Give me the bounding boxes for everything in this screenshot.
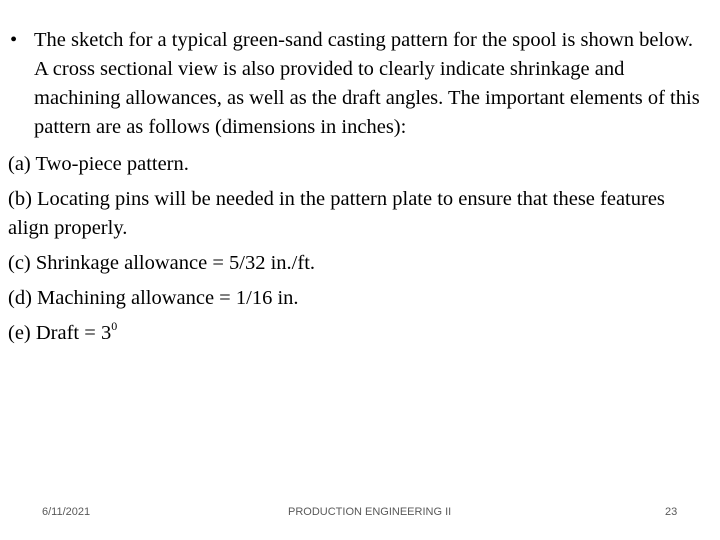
slide-content	[8, 26, 708, 354]
draft-superscript: 0	[111, 319, 118, 334]
item-b: (b) Locating pins will be needed in the pattern plate to ensure that these features align properly.	[8, 188, 665, 239]
item-e	[8, 319, 708, 348]
intro-bullet	[8, 26, 708, 142]
footer-title: PRODUCTION ENGINEERING II	[288, 506, 452, 518]
footer-page-number: 23	[665, 506, 678, 518]
draft-label: (e) Draft = 3	[8, 322, 112, 344]
item-a: (a) Two-piece pattern.	[8, 153, 189, 175]
item-c: (c) Shrinkage allowance = 5/32 in./ft.	[8, 252, 316, 274]
intro-text: The sketch for a typical green-sand casting pattern for the spool is shown below. A cross sectional view is also provided to clearly indicate shrinkage and machining allowances, as well as the draft angles. The important elements of this pattern are as follows (dimensions in inches):	[34, 29, 700, 138]
bullet-icon: •	[10, 29, 18, 51]
footer-date: 6/11/2021	[42, 506, 91, 518]
item-d: (d) Machining allowance = 1/16 in.	[8, 287, 299, 309]
